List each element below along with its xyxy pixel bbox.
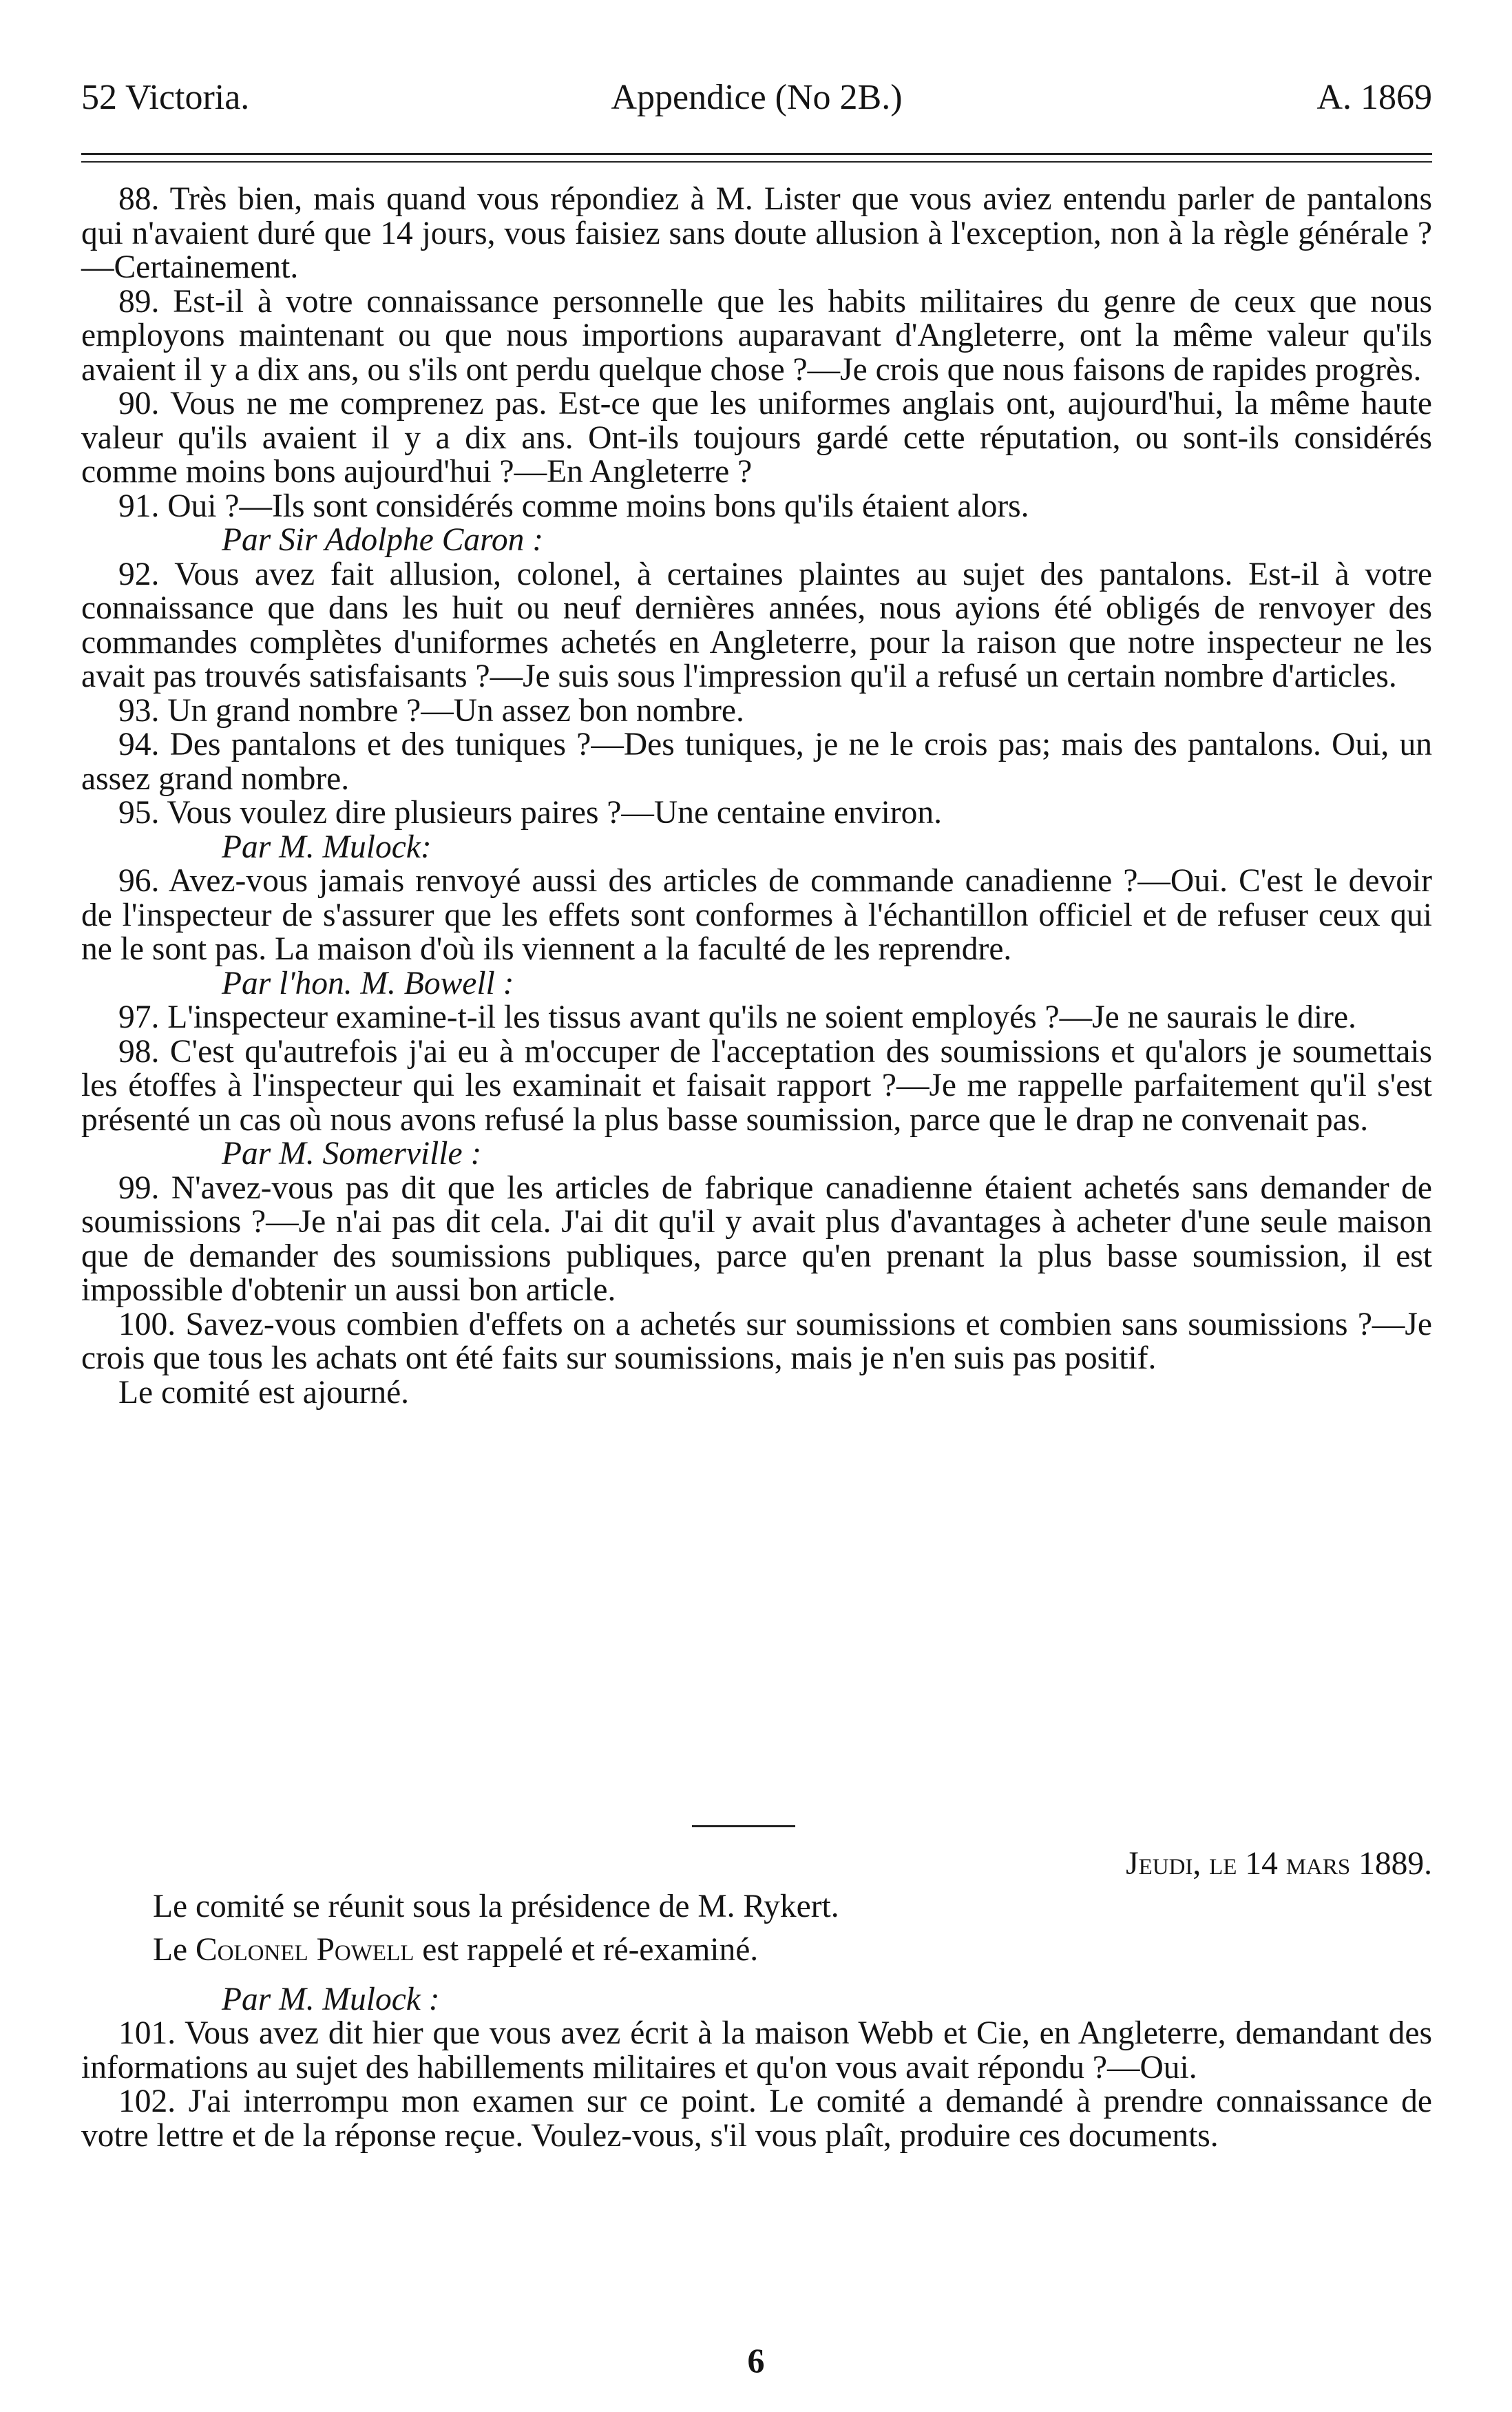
question-91: 91. Oui ?—Ils sont considérés comme moins bons qu'ils étaient alors. xyxy=(118,488,1029,524)
section-separator xyxy=(692,1825,795,1827)
session-chair-line: Le comité se réunit sous la présidence de M. Rykert. xyxy=(153,1888,839,1924)
examiner-somerville: Par M. Somerville : xyxy=(222,1136,482,1172)
session-date: Jeudi, le 14 mars 1889. xyxy=(1126,1846,1432,1882)
header-year: A. 1869 xyxy=(1316,78,1432,117)
question-101: 101. Vous avez dit hier que vous avez écrit à la maison Webb et Cie, en Angleterre, demandant des informations au sujet des habillements militaires et qu'on vous avait répondu ?—Oui. xyxy=(81,2015,1432,2086)
thursday-session xyxy=(81,1847,1432,2153)
examiner-mulock: Par M. Mulock: xyxy=(222,829,432,865)
question-88: 88. Très bien, mais quand vous répondiez à M. Lister que vous aviez entendu parler de pantalons qui n'avaient duré que 14 jours, vous faisiez sans doute allusion à l'exception, non à la règle générale ?—Certainement. xyxy=(81,181,1432,285)
header-appendix: Appendice (No 2B.) xyxy=(611,78,903,117)
header-volume: 52 Victoria. xyxy=(81,78,250,117)
question-96: 96. Avez-vous jamais renvoyé aussi des articles de commande canadienne ?—Oui. C'est le devoir de l'inspecteur de s'assurer que les effets sont conformes à l'échantillon officiel et de refuser ceux qui ne le sont pas. La maison d'où ils viennent a la faculté de les reprendre. xyxy=(81,863,1432,967)
question-98: 98. C'est qu'autrefois j'ai eu à m'occuper de l'acceptation des soumissions et qu'alors je soumettais les étoffes à l'inspecteur qui les examinait et faisait rapport ?—Je me rappelle parfaitement qu'il s'est présenté un cas où nous avons refusé la plus basse soumission, parce que le drap ne convenait pas. xyxy=(81,1033,1432,1138)
question-102: 102. J'ai interrompu mon examen sur ce point. Le comité a demandé à prendre connaissance de votre lettre et de la réponse reçue. Voulez-vous, s'il vous plaît, produire ces documents. xyxy=(81,2083,1432,2154)
witness-name: Colonel Powell xyxy=(195,1932,414,1968)
witness-prefix: Le xyxy=(153,1932,196,1968)
examiner-caron: Par Sir Adolphe Caron : xyxy=(222,522,544,558)
examiner-bowell: Par l'hon. M. Bowell : xyxy=(222,965,514,1001)
question-94: 94. Des pantalons et des tuniques ?—Des tuniques, je ne le crois pas; mais des pantalons. Oui, un assez grand nombre. xyxy=(81,727,1432,797)
session-witness-line xyxy=(81,1933,1432,1968)
testimony-body xyxy=(81,183,1432,1410)
running-header xyxy=(81,77,1432,125)
question-93: 93. Un grand nombre ?—Un assez bon nombre. xyxy=(118,692,744,729)
question-100: 100. Savez-vous combien d'effets on a achetés sur soumissions et combien sans soumissions ?—Je crois que tous les achats ont été faits sur soumissions, mais je n'en suis pas positif. xyxy=(81,1306,1432,1376)
question-95: 95. Vous voulez dire plusieurs paires ?—Une centaine environ. xyxy=(118,795,942,831)
question-97: 97. L'inspecteur examine-t-il les tissus avant qu'ils ne soient employés ?—Je ne saurais le dire. xyxy=(118,999,1356,1035)
adjournment-note: Le comité est ajourné. xyxy=(118,1374,410,1411)
witness-suffix: est rappelé et ré-examiné. xyxy=(414,1932,759,1968)
page-number: 6 xyxy=(747,2341,765,2380)
question-99: 99. N'avez-vous pas dit que les articles de fabrique canadienne étaient achetés sans demander de soumissions ?—Je n'ai pas dit cela. J'ai dit qu'il y avait plus d'avantages à acheter d'une seule maison que de demander des soumissions publiques, parce qu'en prenant la plus basse soumission, il est impossible d'obtenir un aussi bon article. xyxy=(81,1169,1432,1308)
header-rule-thick xyxy=(81,153,1432,155)
header-rule-thin xyxy=(81,161,1432,163)
examiner-mulock-session: Par M. Mulock : xyxy=(222,1981,440,2017)
question-92: 92. Vous avez fait allusion, colonel, à certaines plaintes au sujet des pantalons. Est-il à votre connaissance que dans les huit ou neuf dernières années, nous ayions été obligés de renvoyer des commandes complètes d'uniformes achetés en Angleterre, pour la raison que notre inspecteur ne les avait pas trouvés satisfaisants ?—Je suis sous l'impression qu'il a refusé un certain nombre d'articles. xyxy=(81,556,1432,694)
question-89: 89. Est-il à votre connaissance personnelle que les habits militaires du genre de ceux que nous employons maintenant ou que nous importions auparavant d'Angleterre, ont la même valeur qu'ils avaient il y a dix ans, ou s'ils ont perdu quelque chose ?—Je crois que nous faisons de rapides progrès. xyxy=(81,283,1432,388)
question-90: 90. Vous ne me comprenez pas. Est-ce que les uniformes anglais ont, aujourd'hui, la même haute valeur qu'ils avaient il y a dix ans. Ont-ils toujours gardé cette réputation, ou sont-ils considérés comme moins bons aujourd'hui ?—En Angleterre ? xyxy=(81,386,1432,490)
